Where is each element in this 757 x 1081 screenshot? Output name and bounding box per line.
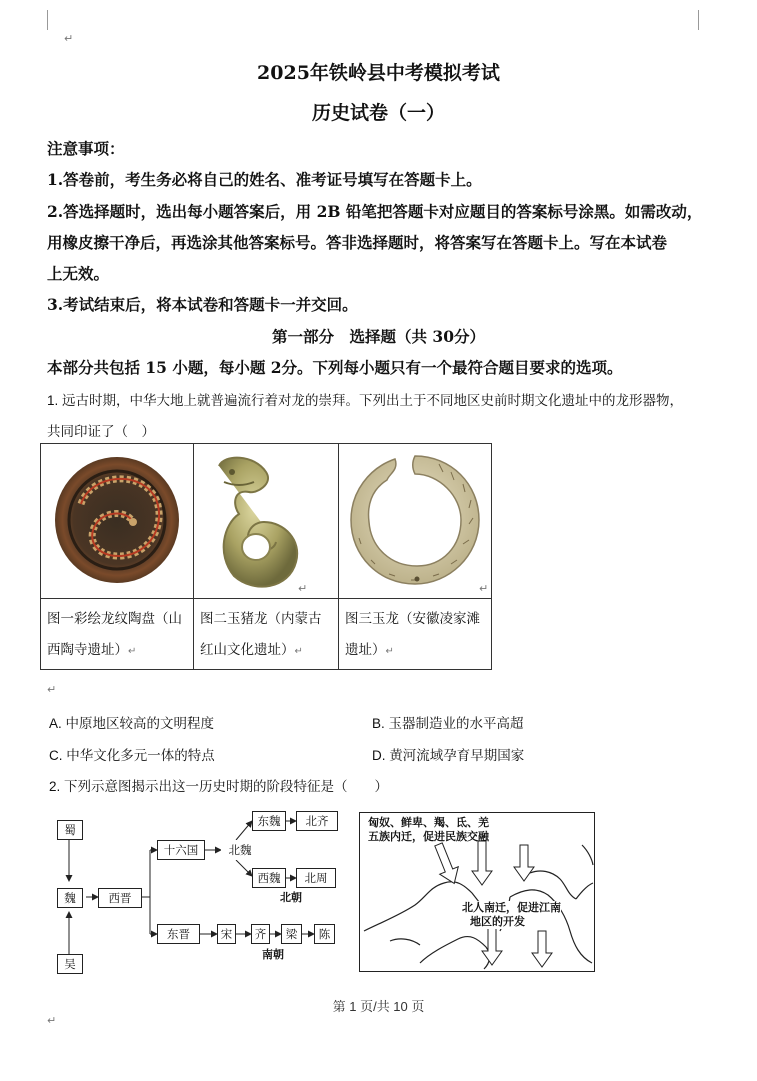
box-chen: 陈 (314, 924, 335, 944)
label-beichao: 北朝 (280, 891, 302, 904)
jade-dragon-image (339, 444, 491, 598)
notice-item-2-line-3: 上无效。 (47, 264, 110, 283)
notice-item-2-line-1: 2.答选择题时，选出每小题答案后，用 2B 铅笔把答题卡对应题目的答案标号涂黑。如需改动， (47, 202, 703, 221)
box-shiliuguo: 十六国 (157, 840, 205, 860)
part1-instructions: 本部分共包括 15 小题，每小题 2分。下列每小题只有一个最符合题目要求的选项。 (47, 358, 623, 377)
jade-pig-dragon-image (194, 444, 338, 598)
painted-dragon-plate-image (41, 444, 193, 598)
q1-stem-line-2: 共同印证了（ ） (47, 424, 155, 439)
map-text-migration-2: 北人南迁，促进江南 地区的开发 (462, 901, 561, 928)
q1-option-b: B. 玉器制造业的水平高超 (372, 716, 524, 731)
box-beiwei: 北魏 (221, 840, 259, 860)
box-xiwei: 西魏 (252, 868, 286, 888)
caption-2: 图二玉猪龙（内蒙古 红山文化遗址）↵ (200, 611, 322, 657)
q1-option-d: D. 黄河流域孕育早期国家 (372, 748, 525, 763)
box-song: 宋 (217, 924, 236, 944)
paragraph-mark: ↵ (47, 683, 57, 696)
migration-map (359, 812, 595, 972)
crop-mark-left (47, 10, 48, 30)
box-dongwei: 东魏 (252, 811, 286, 831)
notice-item-1: 1.答卷前，考生务必将自己的姓名、准考证号填写在答题卡上。 (47, 170, 482, 189)
exam-subtitle: 历史试卷（一） (311, 102, 445, 124)
paragraph-mark: ↵ (47, 1014, 57, 1027)
part1-heading: 第一部分 选择题（共 30分） (272, 327, 485, 346)
box-beizhou: 北周 (296, 868, 336, 888)
exam-title: 2025年铁岭县中考模拟考试 (257, 62, 500, 84)
box-qi: 齐 (251, 924, 270, 944)
crop-mark-right (698, 10, 699, 30)
box-xijin: 西晋 (98, 888, 142, 908)
q1-image-table (40, 443, 492, 670)
q1-option-c: C. 中华文化多元一体的特点 (49, 748, 215, 763)
label-nanchao: 南朝 (262, 948, 284, 961)
q2-stem: 2. 下列示意图揭示出这一历史时期的阶段特征是（ ） (49, 779, 389, 794)
caption-1: 图一彩绘龙纹陶盘（山 西陶寺遗址）↵ (47, 611, 182, 657)
q1-option-a: A. 中原地区较高的文明程度 (49, 716, 215, 731)
page-footer: 第 1 页/共 10 页 (332, 999, 425, 1014)
paragraph-mark: ↵ (298, 582, 308, 595)
notice-item-2-line-2: 用橡皮擦干净后，再选涂其他答案标号。答非选择题时，将答案写在答题卡上。写在本试卷 (47, 233, 668, 252)
paragraph-mark: ↵ (64, 32, 74, 45)
notice-heading: 注意事项： (47, 139, 125, 158)
q1-stem-line-1: 1. 远古时期，中华大地上就普遍流行着对龙的崇拜。下列出土于不同地区史前时期文化遗址中的龙形器物， (47, 393, 684, 408)
box-wei: 魏 (57, 888, 83, 908)
caption-3: 图三玉龙（安徽凌家滩 遗址）↵ (345, 611, 480, 657)
box-liang: 梁 (281, 924, 302, 944)
box-shu: 蜀 (57, 820, 83, 840)
notice-item-3: 3.考试结束后，将本试卷和答题卡一并交回。 (47, 295, 358, 314)
box-beiqi: 北齐 (296, 811, 338, 831)
box-wu: 吴 (57, 954, 83, 974)
map-text-migration-1: 匈奴、鲜卑、羯、氐、羌 五族内迁，促进民族交融 (368, 816, 489, 843)
box-dongjin: 东晋 (157, 924, 200, 944)
dynasty-diagram (54, 808, 354, 978)
paragraph-mark: ↵ (479, 582, 489, 595)
